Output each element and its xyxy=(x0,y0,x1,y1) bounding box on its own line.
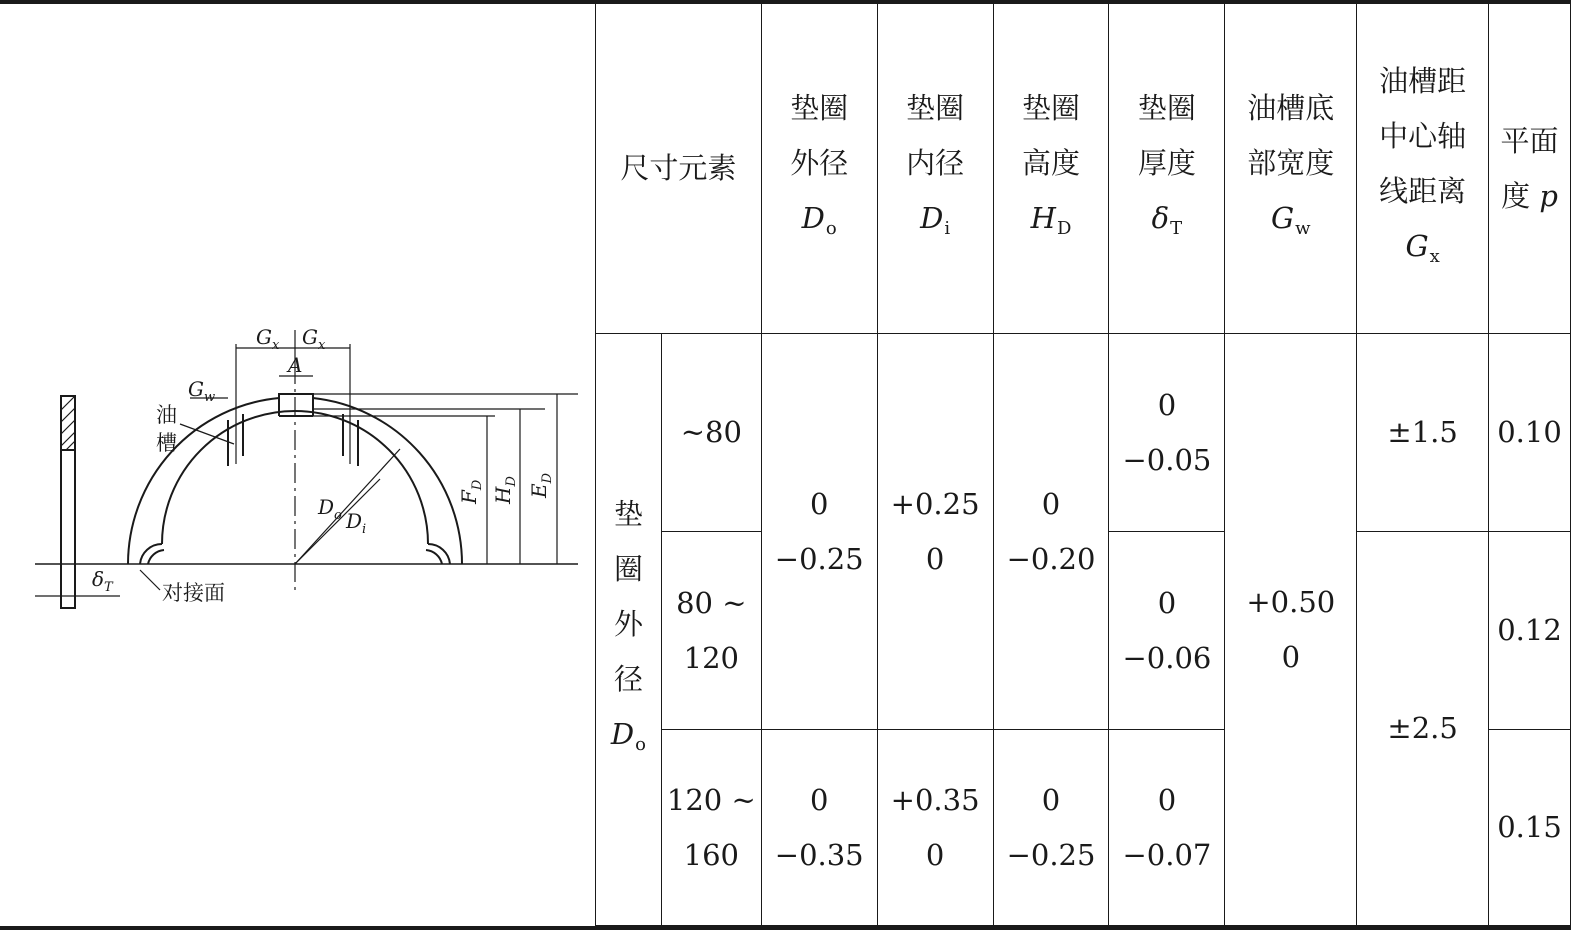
header-groove-distance: 油槽距 中心轴 线距离 $G_x$ xyxy=(1357,4,1489,334)
range-80-120: 80 ~ 120 xyxy=(661,532,761,730)
thickness-tol-3: 0 −0.07 xyxy=(1109,730,1225,926)
outer-arc-right xyxy=(313,398,462,564)
tolerance-table xyxy=(595,3,1571,926)
label-gw: $G_w$ xyxy=(188,377,216,405)
flatness-2: 0.12 xyxy=(1489,532,1571,730)
header-element: 尺寸元素 xyxy=(596,4,762,334)
outer-arc-left xyxy=(128,398,279,564)
groove-distance-tol-2: ±2.5 xyxy=(1357,532,1489,926)
thickness-tol-1: 0 −0.05 xyxy=(1109,334,1225,532)
outer-diameter-tol-1: 0 −0.25 xyxy=(761,334,877,730)
label-di: $D_i$ xyxy=(346,509,367,537)
thickness-tol-2: 0 −0.06 xyxy=(1109,532,1225,730)
label-ed: $E_D$ xyxy=(527,472,555,498)
outer-diameter-tol-3: 0 −0.35 xyxy=(761,730,877,926)
row-group-label: 垫 圈 外 径 $D_o$ xyxy=(596,334,662,926)
label-a: A xyxy=(288,353,303,377)
header-flatness: 平面 度 p xyxy=(1489,4,1571,334)
washer-drawing xyxy=(0,4,596,926)
label-delta-t: $\delta_T$ xyxy=(92,567,113,595)
range-up-to-80: ~80 xyxy=(661,334,761,532)
range-120-160: 120 ~ 160 xyxy=(661,730,761,926)
label-hd: $H_D$ xyxy=(491,476,519,504)
header-groove-width: 油槽底 部宽度 $G_w$ xyxy=(1225,4,1357,334)
label-gx-left: $G_x$ xyxy=(256,325,280,353)
inner-diameter-tol-1: +0.25 0 xyxy=(877,334,993,730)
inner-diameter-tol-3: +0.35 0 xyxy=(877,730,993,926)
label-do: $D_o$ xyxy=(318,495,342,523)
flatness-3: 0.15 xyxy=(1489,730,1571,926)
groove-distance-tol-1: ±1.5 xyxy=(1357,334,1489,532)
header-height: 垫圈 高度 $H_D$ xyxy=(993,4,1109,334)
header-thickness: 垫圈 厚度 $\delta_T$ xyxy=(1109,4,1225,334)
label-fd: $F_D$ xyxy=(457,479,485,504)
header-outer-diameter: 垫圈 外径 $D_o$ xyxy=(761,4,877,334)
label-joint-face: 对接面 xyxy=(162,581,225,605)
label-oil-groove-2: 槽 xyxy=(156,431,177,455)
bottom-rule xyxy=(0,926,1571,930)
side-view-hatch xyxy=(61,396,75,450)
height-tol-1: 0 −0.20 xyxy=(993,334,1109,730)
groove-width-tol: +0.50 0 xyxy=(1225,334,1357,926)
height-tol-3: 0 −0.25 xyxy=(993,730,1109,926)
header-inner-diameter: 垫圈 内径 $D_i$ xyxy=(877,4,993,334)
label-gx-right: $G_x$ xyxy=(302,325,326,353)
label-oil-groove-1: 油 xyxy=(156,403,177,427)
flatness-1: 0.10 xyxy=(1489,334,1571,532)
